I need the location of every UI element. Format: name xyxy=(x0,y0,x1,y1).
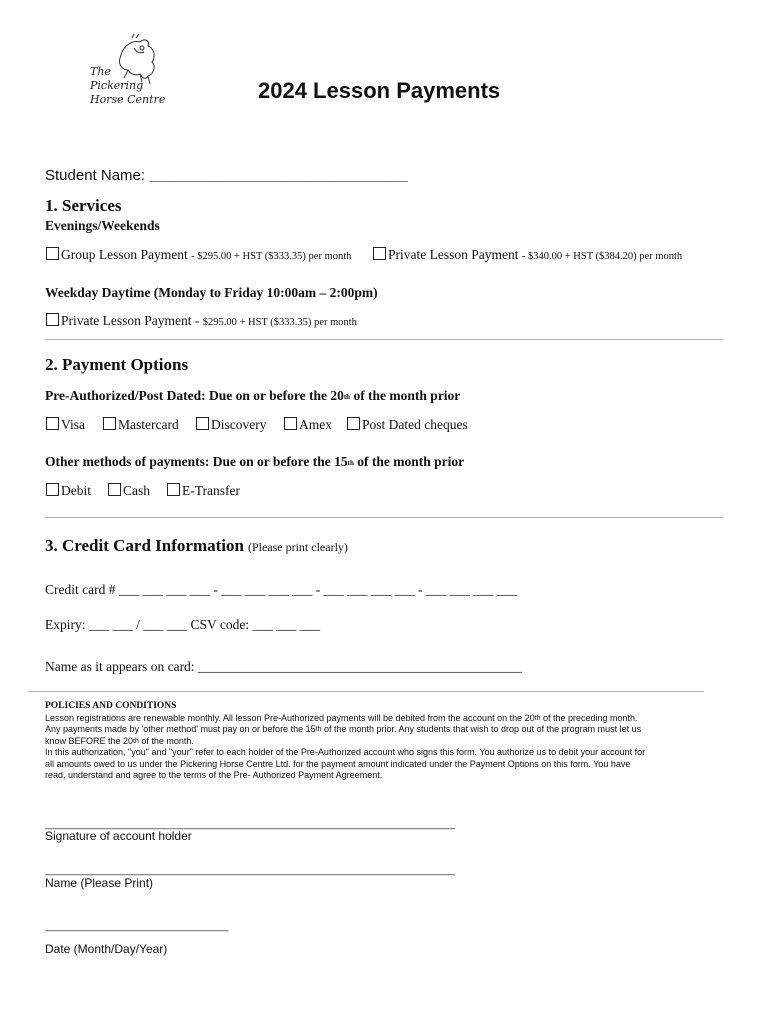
amex-label: Amex xyxy=(299,417,332,432)
debit-option[interactable] xyxy=(46,483,91,499)
signature-line[interactable]: ___________________________________________________________________ xyxy=(45,818,455,830)
other-methods-text-end: of the month prior xyxy=(353,454,465,469)
visa-label: Visa xyxy=(61,417,85,432)
credit-heading: 3. Credit Card Information xyxy=(45,536,244,555)
policies-line-4: In this authorization, "you" and "your" refer to each holder of the Pre-Authorized account who signs this form. You authorize us to debit your account for xyxy=(45,747,646,757)
credit-heading-row xyxy=(45,536,348,556)
visa-checkbox[interactable] xyxy=(46,417,59,430)
weekday-private-checkbox[interactable] xyxy=(46,313,59,326)
group-lesson-option[interactable] xyxy=(46,247,351,263)
divider xyxy=(45,339,723,340)
private-lesson-label: Private Lesson Payment xyxy=(388,247,519,262)
discovery-checkbox[interactable] xyxy=(196,417,209,430)
logo-line-2: Pickering xyxy=(90,79,144,92)
weekday-private-price: $295.00 + HST ($333.35) per month xyxy=(202,317,357,328)
preauth-sup: th xyxy=(343,393,351,401)
print-name-line[interactable]: ___________________________________________________________________ xyxy=(45,864,455,876)
private-lesson-checkbox[interactable] xyxy=(373,247,386,260)
etransfer-checkbox[interactable] xyxy=(167,483,180,496)
page-title: 2024 Lesson Payments xyxy=(258,78,501,103)
other-methods-text: Other methods of payments: Due on or before the 15 xyxy=(45,454,348,469)
services-heading: 1. Services xyxy=(45,196,122,215)
mastercard-label: Mastercard xyxy=(118,417,179,432)
policies-text: of the month. xyxy=(138,735,194,746)
discovery-label: Discovery xyxy=(211,417,267,432)
group-lesson-label: Group Lesson Payment xyxy=(61,247,188,262)
preauth-text: Pre-Authorized/Post Dated: Due on or before the 20 xyxy=(45,388,344,403)
amex-checkbox[interactable] xyxy=(284,417,297,430)
debit-label: Debit xyxy=(61,483,91,498)
weekday-private-label: Private Lesson Payment xyxy=(61,313,192,328)
mastercard-option[interactable] xyxy=(103,417,179,433)
other-methods-sup: th xyxy=(347,459,354,467)
group-lesson-checkbox[interactable] xyxy=(46,247,59,260)
post-dated-checkbox[interactable] xyxy=(347,417,360,430)
amex-option[interactable] xyxy=(284,417,332,433)
policies-line-1 xyxy=(45,713,725,725)
preauth-text-end: of the month prior xyxy=(350,388,461,403)
credit-card-number-field[interactable]: Credit card # ___ ___ ___ ___ - ___ ___ ___ ___ - ___ ___ ___ ___ - ___ ___ ___ ___ xyxy=(45,582,518,597)
student-name-label: Student Name: xyxy=(45,167,146,184)
weekday-label: Weekday Daytime (Monday to Friday 10:00am – 2:00pm) xyxy=(45,285,378,300)
cash-checkbox[interactable] xyxy=(108,483,121,496)
student-name-field[interactable] xyxy=(45,167,408,184)
evenings-label: Evenings/Weekends xyxy=(45,218,160,233)
student-name-blank: _______________________________ xyxy=(149,167,408,184)
policies-block xyxy=(45,701,725,782)
policies-line-2 xyxy=(45,724,725,736)
policies-heading: POLICIES AND CONDITIONS xyxy=(45,701,177,711)
debit-checkbox[interactable] xyxy=(46,483,59,496)
policies-sup: th xyxy=(315,726,322,733)
mastercard-checkbox[interactable] xyxy=(103,417,116,430)
logo-line-3: Horse Centre xyxy=(90,93,166,106)
logo-line-1: The xyxy=(90,65,111,78)
date-line[interactable]: ______________________________ xyxy=(45,920,229,932)
print-name-label: Name (Please Print) xyxy=(45,876,154,890)
etransfer-label: E-Transfer xyxy=(182,483,240,498)
policies-line-6: read, understand and agree to the terms of the Pre- Authorized Payment Agreement. xyxy=(45,770,383,780)
divider xyxy=(45,517,723,518)
date-label: Date (Month/Day/Year) xyxy=(45,942,168,956)
weekday-private-option[interactable] xyxy=(46,313,357,329)
policies-text: of the month prior. Any students that wish to drop out of the program must let us xyxy=(321,724,642,734)
logo xyxy=(84,34,184,114)
private-lesson-price: - $340.00 + HST ($384.20) per month xyxy=(521,251,683,262)
name-on-card-field[interactable]: Name as it appears on card: ________________________________________________ xyxy=(45,659,522,674)
post-dated-option[interactable] xyxy=(347,417,468,433)
expiry-csv-field[interactable]: Expiry: ___ ___ / ___ ___ CSV code: ___ ___ ___ xyxy=(45,617,320,632)
policies-line-3 xyxy=(45,736,725,748)
policies-text: Any payments made by 'other method' must pay on or before the 15 xyxy=(45,724,316,734)
preauth-label xyxy=(45,388,460,404)
etransfer-option[interactable] xyxy=(167,483,240,499)
cash-label: Cash xyxy=(123,483,150,498)
policies-line-5: all amounts owed to us under the Pickering Horse Centre Ltd. for the payment amount indicated under the Payment Options on this form. You have xyxy=(45,758,631,769)
private-lesson-option[interactable] xyxy=(373,247,682,263)
signature-label: Signature of account holder xyxy=(45,829,192,843)
policies-text: of the preceding month. xyxy=(540,712,638,723)
policies-sup: th xyxy=(133,737,139,745)
weekday-private-dash: - xyxy=(194,313,200,328)
post-dated-label: Post Dated cheques xyxy=(362,417,468,432)
cash-option[interactable] xyxy=(108,483,150,499)
policies-sup: th xyxy=(534,714,541,722)
other-methods-label xyxy=(45,454,464,470)
credit-note: (Please print clearly) xyxy=(247,540,348,554)
payment-heading: 2. Payment Options xyxy=(45,355,189,374)
divider xyxy=(28,691,704,692)
policies-text: Lesson registrations are renewable monthly. All lesson Pre-Authorized payments will be debited from the account on the 20 xyxy=(45,712,535,723)
discovery-option[interactable] xyxy=(196,417,266,433)
visa-option[interactable] xyxy=(46,417,85,433)
policies-text: know BEFORE the 20 xyxy=(45,735,134,746)
group-lesson-price: - $295.00 + HST ($333.35) per month xyxy=(191,251,352,262)
